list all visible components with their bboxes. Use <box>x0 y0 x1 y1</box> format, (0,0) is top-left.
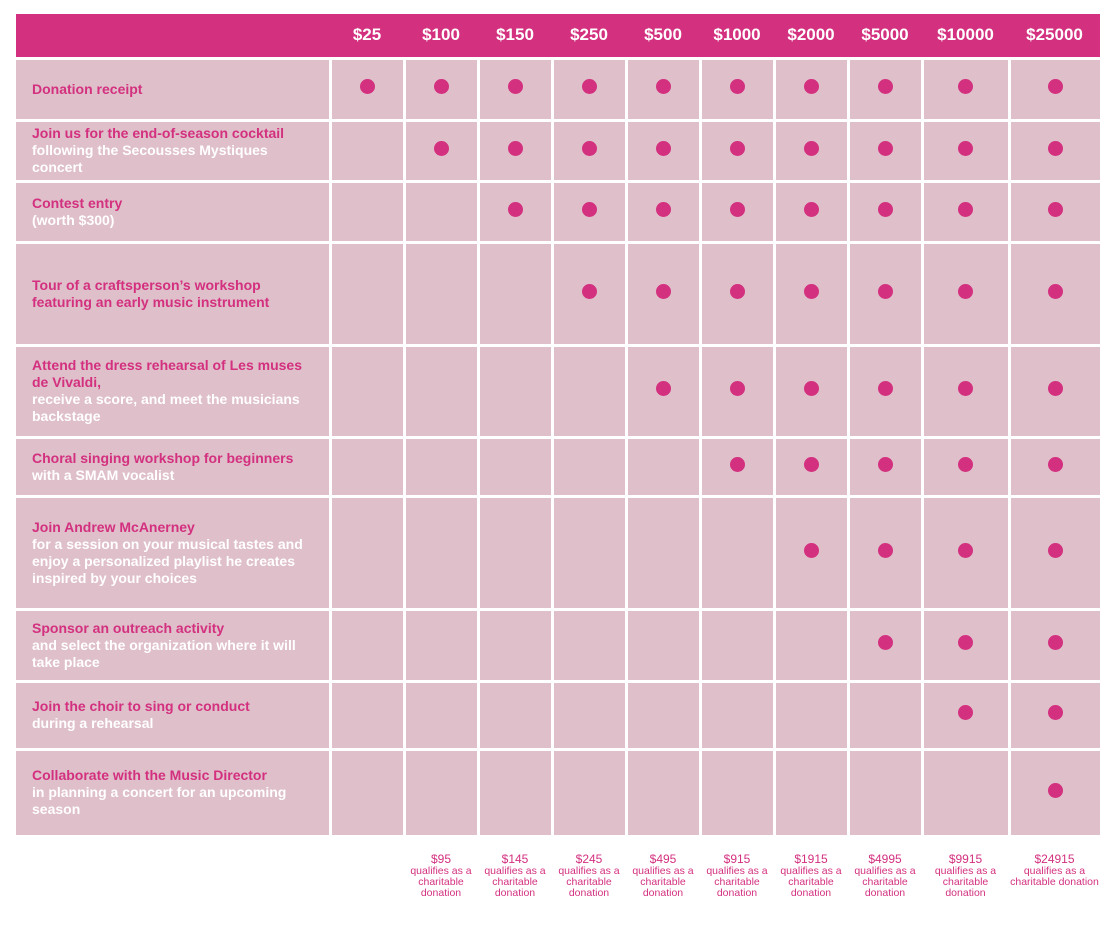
benefit-title: Donation receipt <box>32 80 143 97</box>
included-dot-icon <box>730 202 745 217</box>
benefit-label <box>16 496 330 609</box>
tier-cell <box>700 120 774 181</box>
included-dot-icon <box>656 79 671 94</box>
tier-cell <box>922 120 1009 181</box>
charitable-text: qualifies as a charitable donation <box>484 864 546 899</box>
tier-cell <box>774 120 848 181</box>
benefit-title: Contest entry <box>32 194 123 211</box>
tier-cell <box>478 120 552 181</box>
charitable-text: qualifies as a charitable donation <box>706 864 768 899</box>
tier-cell <box>478 242 552 345</box>
tier-cell <box>552 681 626 749</box>
tier-cell <box>626 242 700 345</box>
charitable-amount-row <box>16 836 1100 899</box>
charitable-note <box>700 836 774 899</box>
benefit-label <box>16 181 330 242</box>
tier-cell <box>626 496 700 609</box>
charitable-note <box>922 836 1009 899</box>
tier-cell <box>848 437 922 496</box>
benefit-title: Attend the dress rehearsal of Les muses de Vivaldi, <box>32 357 302 390</box>
charitable-amount: $245 <box>575 851 603 866</box>
benefit-label <box>16 681 330 749</box>
tier-cell <box>552 58 626 120</box>
benefit-label <box>16 437 330 496</box>
tier-cell <box>774 242 848 345</box>
benefit-subtitle: during a rehearsal <box>32 715 154 731</box>
included-dot-icon <box>1048 543 1063 558</box>
benefit-title: Choral singing workshop for beginners <box>32 449 294 466</box>
tier-cell <box>774 609 848 681</box>
tier-cell <box>774 681 848 749</box>
tier-cell <box>552 496 626 609</box>
tier-header: $5000 <box>861 25 909 45</box>
tier-cell <box>552 345 626 437</box>
included-dot-icon <box>804 457 819 472</box>
included-dot-icon <box>958 457 973 472</box>
tier-cell <box>552 609 626 681</box>
charitable-text: qualifies as a charitable donation <box>410 864 472 899</box>
tier-cell <box>404 58 478 120</box>
included-dot-icon <box>508 202 523 217</box>
tier-cell <box>1009 242 1100 345</box>
tier-cell <box>626 681 700 749</box>
tier-cell <box>330 437 404 496</box>
tier-cell <box>478 609 552 681</box>
included-dot-icon <box>1048 635 1063 650</box>
included-dot-icon <box>582 202 597 217</box>
tier-cell <box>922 58 1009 120</box>
tier-header: $150 <box>496 25 534 45</box>
included-dot-icon <box>958 141 973 156</box>
tier-cell <box>1009 58 1100 120</box>
tier-cell <box>700 345 774 437</box>
tier-header: $2000 <box>787 25 835 45</box>
tier-cell <box>478 58 552 120</box>
included-dot-icon <box>730 284 745 299</box>
included-dot-icon <box>656 202 671 217</box>
tier-cell <box>1009 496 1100 609</box>
tier-cell <box>1009 120 1100 181</box>
included-dot-icon <box>878 141 893 156</box>
included-dot-icon <box>1048 457 1063 472</box>
charitable-note <box>1009 836 1100 899</box>
included-dot-icon <box>656 381 671 396</box>
tier-cell <box>404 681 478 749</box>
tier-header: $250 <box>570 25 608 45</box>
included-dot-icon <box>878 457 893 472</box>
included-dot-icon <box>656 141 671 156</box>
tier-header: $25000 <box>1026 25 1083 45</box>
tier-cell <box>922 345 1009 437</box>
included-dot-icon <box>730 457 745 472</box>
benefit-subtitle: receive a score, and meet the musicians backstage <box>32 391 300 424</box>
tier-cell <box>552 120 626 181</box>
included-dot-icon <box>878 284 893 299</box>
tier-cell <box>1009 181 1100 242</box>
benefit-row <box>16 749 1100 836</box>
charitable-note <box>774 836 848 899</box>
charitable-amount: $95 <box>430 851 452 866</box>
included-dot-icon <box>878 543 893 558</box>
tier-cell <box>700 242 774 345</box>
benefit-row <box>16 242 1100 345</box>
included-dot-icon <box>656 284 671 299</box>
tier-cell <box>404 437 478 496</box>
tier-cell <box>330 345 404 437</box>
benefit-row <box>16 496 1100 609</box>
tier-cell <box>848 496 922 609</box>
tier-cell <box>626 120 700 181</box>
tier-cell <box>626 749 700 836</box>
tier-cell <box>700 681 774 749</box>
benefit-subtitle: in planning a concert for an upcoming season <box>32 784 287 817</box>
charitable-note <box>330 836 404 899</box>
benefit-label <box>16 749 330 836</box>
tier-cell <box>478 749 552 836</box>
tier-cell <box>404 181 478 242</box>
charitable-note <box>404 836 478 899</box>
donation-tiers-table <box>16 14 1100 899</box>
benefit-subtitle: and select the organization where it will take place <box>32 636 296 670</box>
tier-cell <box>552 181 626 242</box>
included-dot-icon <box>878 381 893 396</box>
tier-cell <box>478 437 552 496</box>
tier-cell <box>848 58 922 120</box>
tier-cell <box>330 609 404 681</box>
tier-cell <box>330 496 404 609</box>
included-dot-icon <box>804 202 819 217</box>
tier-cell <box>1009 681 1100 749</box>
tier-cell <box>478 681 552 749</box>
tier-cell <box>478 181 552 242</box>
tier-cell <box>848 181 922 242</box>
included-dot-icon <box>804 284 819 299</box>
included-dot-icon <box>958 635 973 650</box>
header-blank <box>16 14 330 58</box>
included-dot-icon <box>958 381 973 396</box>
tier-cell <box>700 181 774 242</box>
charitable-note <box>848 836 922 899</box>
tier-cell <box>1009 345 1100 437</box>
tier-cell <box>774 345 848 437</box>
included-dot-icon <box>958 284 973 299</box>
tier-cell <box>848 609 922 681</box>
benefit-title: Sponsor an outreach activity <box>32 619 225 636</box>
charitable-amount: $24915 <box>1034 851 1075 866</box>
charitable-amount: $9915 <box>948 851 983 866</box>
tier-cell <box>700 58 774 120</box>
tier-cell <box>922 681 1009 749</box>
tier-cell <box>330 120 404 181</box>
included-dot-icon <box>582 284 597 299</box>
tier-header: $500 <box>644 25 682 45</box>
included-dot-icon <box>434 141 449 156</box>
charitable-text: qualifies as a charitable donation <box>934 864 997 899</box>
tier-cell <box>700 496 774 609</box>
included-dot-icon <box>730 141 745 156</box>
included-dot-icon <box>1048 79 1063 94</box>
benefit-subtitle: following the Secousses Mystiques concert <box>32 142 268 175</box>
charitable-text: qualifies as a charitable donation <box>854 864 916 899</box>
charitable-text: qualifies as a charitable donation <box>1010 864 1099 888</box>
tier-cell <box>404 609 478 681</box>
benefit-title: Join the choir to sing or conduct <box>32 698 250 714</box>
tier-cell <box>700 437 774 496</box>
tier-header: $10000 <box>937 25 994 45</box>
benefit-row <box>16 345 1100 437</box>
tier-cell <box>552 437 626 496</box>
benefit-row <box>16 58 1100 120</box>
included-dot-icon <box>804 543 819 558</box>
included-dot-icon <box>804 79 819 94</box>
charitable-text: qualifies as a charitable donation <box>632 864 694 899</box>
tier-cell <box>774 58 848 120</box>
tier-cell <box>478 496 552 609</box>
tier-cell <box>404 242 478 345</box>
included-dot-icon <box>804 381 819 396</box>
tier-cell <box>848 681 922 749</box>
tier-cell <box>848 749 922 836</box>
included-dot-icon <box>1048 202 1063 217</box>
benefit-label <box>16 345 330 437</box>
tier-header-row <box>16 14 1100 58</box>
tier-cell <box>922 609 1009 681</box>
benefit-label <box>16 120 330 181</box>
included-dot-icon <box>1048 141 1063 156</box>
benefit-label <box>16 609 330 681</box>
tier-header: $25 <box>352 25 382 45</box>
benefit-row <box>16 437 1100 496</box>
benefit-title: Join us for the end-of-season cocktail <box>32 125 285 141</box>
tier-cell <box>626 345 700 437</box>
included-dot-icon <box>1048 284 1063 299</box>
tier-cell <box>700 749 774 836</box>
charitable-amount: $145 <box>501 851 529 866</box>
charitable-amount: $4995 <box>868 851 902 866</box>
tier-cell <box>848 242 922 345</box>
tier-cell <box>774 749 848 836</box>
included-dot-icon <box>958 543 973 558</box>
benefit-row <box>16 120 1100 181</box>
included-dot-icon <box>582 79 597 94</box>
tier-cell <box>626 58 700 120</box>
charitable-note <box>626 836 700 899</box>
charitable-text: qualifies as a charitable donation <box>558 864 620 899</box>
tier-cell <box>404 345 478 437</box>
charitable-text: qualifies as a charitable donation <box>780 864 842 899</box>
charitable-note <box>478 836 552 899</box>
tier-cell <box>626 609 700 681</box>
benefit-row <box>16 609 1100 681</box>
included-dot-icon <box>804 141 819 156</box>
tier-cell <box>922 242 1009 345</box>
tier-cell <box>922 437 1009 496</box>
benefit-title: Join Andrew McAnerney <box>32 518 195 535</box>
benefit-subtitle: (worth $300) <box>32 211 115 228</box>
tier-cell <box>700 609 774 681</box>
included-dot-icon <box>434 79 449 94</box>
tier-cell <box>922 496 1009 609</box>
tier-cell <box>330 749 404 836</box>
included-dot-icon <box>508 141 523 156</box>
footer-blank <box>16 836 330 899</box>
included-dot-icon <box>360 79 375 94</box>
charitable-amount: $1915 <box>794 851 828 866</box>
charitable-amount: $495 <box>649 851 677 866</box>
benefit-subtitle: with a SMAM vocalist <box>32 466 175 483</box>
included-dot-icon <box>1048 381 1063 396</box>
tier-cell <box>478 345 552 437</box>
included-dot-icon <box>1048 783 1063 798</box>
tier-cell <box>404 120 478 181</box>
benefit-label <box>16 242 330 345</box>
tier-cell <box>774 496 848 609</box>
tier-cell <box>330 58 404 120</box>
included-dot-icon <box>958 202 973 217</box>
tier-cell <box>1009 437 1100 496</box>
tier-cell <box>626 181 700 242</box>
tier-cell <box>404 496 478 609</box>
benefit-subtitle: for a session on your musical tastes and enjoy a personalized playlist he creates inspired by your choices <box>32 535 303 586</box>
charitable-amount: $915 <box>723 851 751 866</box>
tier-cell <box>848 120 922 181</box>
benefit-row <box>16 681 1100 749</box>
tier-cell <box>774 181 848 242</box>
tier-cell <box>552 749 626 836</box>
included-dot-icon <box>508 79 523 94</box>
benefit-title: Tour of a craftsperson’s workshop featuring an early music instrument <box>32 276 270 310</box>
included-dot-icon <box>878 202 893 217</box>
benefit-label <box>16 58 330 120</box>
tier-cell <box>922 181 1009 242</box>
included-dot-icon <box>958 705 973 720</box>
tier-header: $1000 <box>713 25 761 45</box>
tier-cell <box>330 681 404 749</box>
included-dot-icon <box>878 635 893 650</box>
tier-cell <box>1009 749 1100 836</box>
tier-header: $100 <box>422 25 460 45</box>
included-dot-icon <box>958 79 973 94</box>
tier-cell <box>922 749 1009 836</box>
tier-cell <box>552 242 626 345</box>
tier-cell <box>330 181 404 242</box>
tier-cell <box>1009 609 1100 681</box>
tier-cell <box>774 437 848 496</box>
tier-cell <box>848 345 922 437</box>
benefit-title: Collaborate with the Music Director <box>32 767 267 783</box>
included-dot-icon <box>582 141 597 156</box>
tier-cell <box>330 242 404 345</box>
included-dot-icon <box>730 381 745 396</box>
benefit-row <box>16 181 1100 242</box>
charitable-note <box>552 836 626 899</box>
included-dot-icon <box>878 79 893 94</box>
included-dot-icon <box>730 79 745 94</box>
tier-cell <box>404 749 478 836</box>
tier-cell <box>626 437 700 496</box>
included-dot-icon <box>1048 705 1063 720</box>
